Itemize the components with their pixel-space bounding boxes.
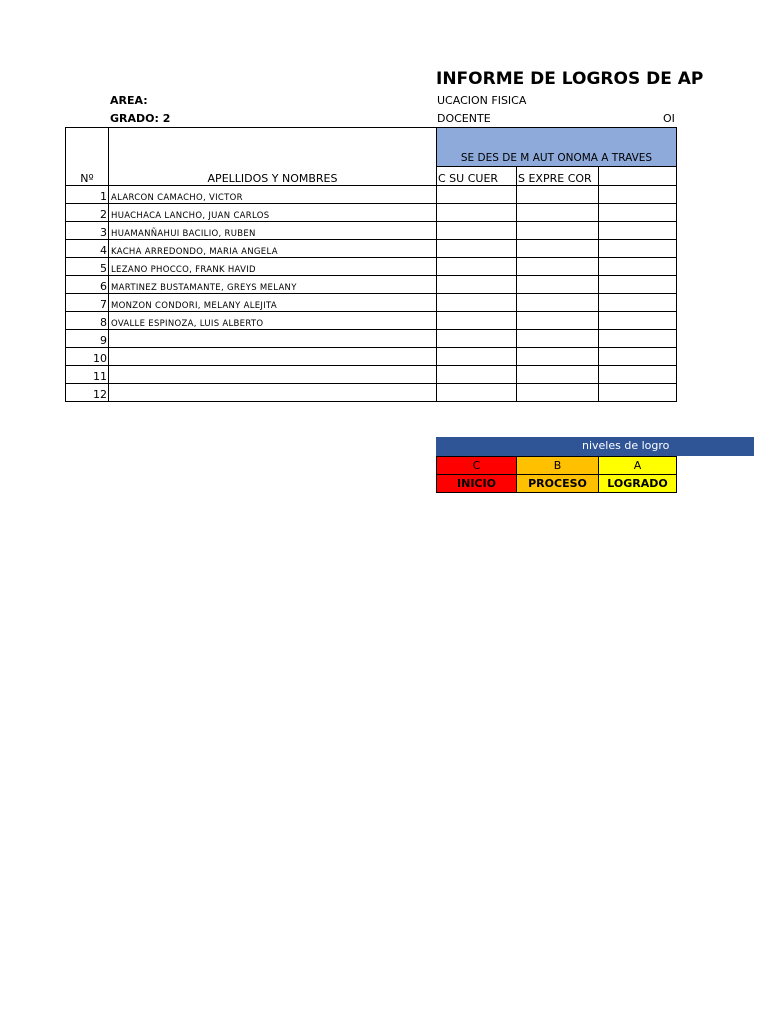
grade-cell[interactable] bbox=[517, 312, 599, 330]
grade-cell[interactable] bbox=[517, 204, 599, 222]
grade-cell[interactable] bbox=[517, 348, 599, 366]
grade-cell[interactable] bbox=[599, 294, 677, 312]
table-row bbox=[66, 276, 677, 294]
student-name: HUACHACA LANCHO, JUAN CARLOS bbox=[109, 204, 437, 222]
grade-cell[interactable] bbox=[437, 276, 517, 294]
report-title: INFORME DE LOGROS DE AP bbox=[436, 69, 704, 89]
number-header: Nº bbox=[66, 128, 109, 186]
grade-cell[interactable] bbox=[437, 366, 517, 384]
table-row bbox=[66, 330, 677, 348]
student-number: 9 bbox=[66, 330, 109, 348]
level-proceso-cell: PROCESO bbox=[517, 475, 599, 493]
grade-cell[interactable] bbox=[437, 294, 517, 312]
student-name: KACHA ARREDONDO, MARIA ANGELA bbox=[109, 240, 437, 258]
student-number: 10 bbox=[66, 348, 109, 366]
table-row bbox=[66, 384, 677, 402]
grade-cell[interactable] bbox=[599, 258, 677, 276]
grade-cell[interactable] bbox=[517, 258, 599, 276]
grade-cell[interactable] bbox=[437, 204, 517, 222]
table-row bbox=[66, 258, 677, 276]
grade-b-cell: B bbox=[517, 457, 599, 475]
grade-cell[interactable] bbox=[599, 330, 677, 348]
student-name: MARTINEZ BUSTAMANTE, GREYS MELANY bbox=[109, 276, 437, 294]
area-label: AREA: bbox=[110, 94, 148, 107]
docente-label: DOCENTE bbox=[437, 112, 491, 125]
grade-a-cell: A bbox=[599, 457, 677, 475]
table-row bbox=[66, 294, 677, 312]
student-number: 12 bbox=[66, 384, 109, 402]
student-name: ALARCON CAMACHO, VICTOR bbox=[109, 186, 437, 204]
grade-cell[interactable] bbox=[517, 240, 599, 258]
level-logrado-cell: LOGRADO bbox=[599, 475, 677, 493]
grade-cell[interactable] bbox=[517, 384, 599, 402]
table-row bbox=[66, 240, 677, 258]
grade-cell[interactable] bbox=[517, 294, 599, 312]
capacity-header: C SU CUER bbox=[437, 167, 517, 186]
level-inicio-cell: INICIO bbox=[437, 475, 517, 493]
student-name bbox=[109, 384, 437, 402]
table-row bbox=[66, 204, 677, 222]
student-number: 3 bbox=[66, 222, 109, 240]
grade-cell[interactable] bbox=[599, 312, 677, 330]
grades-table bbox=[65, 127, 677, 402]
competency-header: SE DES DE M AUT ONOMA A TRAVES bbox=[437, 128, 677, 167]
table-row bbox=[66, 312, 677, 330]
grado-label: GRADO: 2 bbox=[110, 112, 171, 125]
table-row bbox=[66, 348, 677, 366]
area-value: UCACION FISICA bbox=[437, 94, 527, 107]
grade-cell[interactable] bbox=[437, 186, 517, 204]
table-row bbox=[66, 222, 677, 240]
grade-cell[interactable] bbox=[599, 348, 677, 366]
student-number: 1 bbox=[66, 186, 109, 204]
achievement-levels-header bbox=[436, 437, 754, 456]
student-number: 2 bbox=[66, 204, 109, 222]
student-number: 7 bbox=[66, 294, 109, 312]
grade-cell[interactable] bbox=[437, 222, 517, 240]
grade-c-cell: C bbox=[437, 457, 517, 475]
student-name: OVALLE ESPINOZA, LUIS ALBERTO bbox=[109, 312, 437, 330]
student-number: 11 bbox=[66, 366, 109, 384]
grade-cell[interactable] bbox=[599, 366, 677, 384]
grade-cell[interactable] bbox=[517, 366, 599, 384]
table-row bbox=[66, 186, 677, 204]
student-name: HUAMANÑAHUI BACILIO, RUBEN bbox=[109, 222, 437, 240]
grade-cell[interactable] bbox=[437, 240, 517, 258]
capacity-header bbox=[599, 167, 677, 186]
names-header: APELLIDOS Y NOMBRES bbox=[109, 128, 437, 186]
grade-cell[interactable] bbox=[517, 222, 599, 240]
grade-cell[interactable] bbox=[437, 330, 517, 348]
student-number: 5 bbox=[66, 258, 109, 276]
grade-cell[interactable] bbox=[437, 348, 517, 366]
student-number: 8 bbox=[66, 312, 109, 330]
grade-cell[interactable] bbox=[517, 276, 599, 294]
capacity-header: S EXPRE COR bbox=[517, 167, 599, 186]
student-name: LEZANO PHOCCO, FRANK HAVID bbox=[109, 258, 437, 276]
grade-cell[interactable] bbox=[517, 330, 599, 348]
grade-cell[interactable] bbox=[437, 312, 517, 330]
student-number: 6 bbox=[66, 276, 109, 294]
student-number: 4 bbox=[66, 240, 109, 258]
student-name bbox=[109, 330, 437, 348]
observation-label: OI bbox=[663, 112, 675, 125]
grade-cell[interactable] bbox=[599, 384, 677, 402]
grade-cell[interactable] bbox=[599, 276, 677, 294]
student-name bbox=[109, 366, 437, 384]
table-row bbox=[66, 366, 677, 384]
grade-cell[interactable] bbox=[599, 222, 677, 240]
grade-cell[interactable] bbox=[437, 258, 517, 276]
achievement-levels-legend bbox=[436, 456, 677, 493]
grade-cell[interactable] bbox=[599, 186, 677, 204]
achievement-levels-title: niveles de logro bbox=[582, 439, 670, 452]
grade-cell[interactable] bbox=[599, 240, 677, 258]
grade-cell[interactable] bbox=[437, 384, 517, 402]
grade-cell[interactable] bbox=[517, 186, 599, 204]
student-name bbox=[109, 348, 437, 366]
student-name: MONZON CONDORI, MELANY ALEJITA bbox=[109, 294, 437, 312]
grade-cell[interactable] bbox=[599, 204, 677, 222]
